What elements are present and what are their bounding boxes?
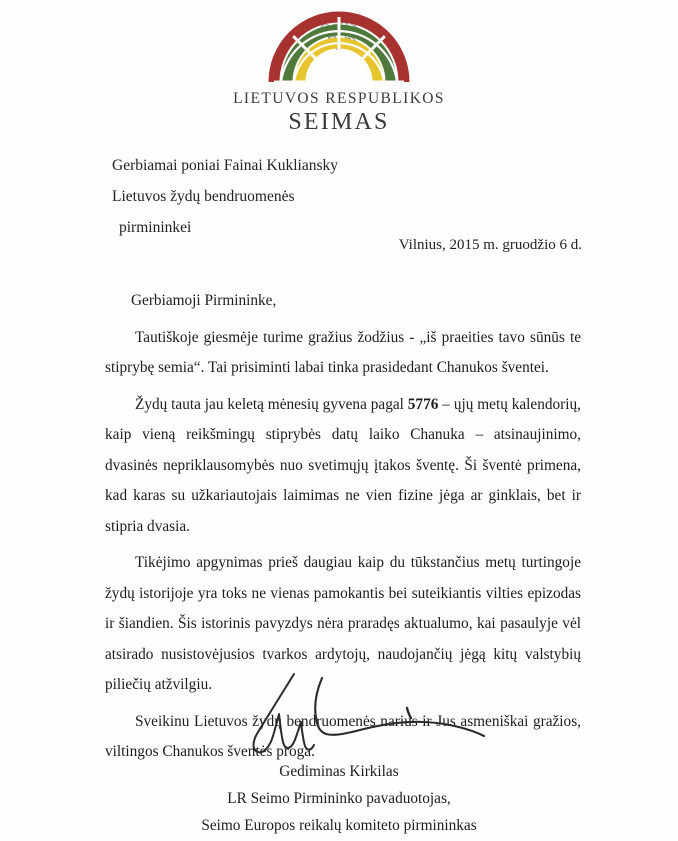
- letterhead-line-seimas: SEIMAS: [288, 109, 390, 135]
- paragraph-2-text-before: Žydų tauta jau keletą mėnesių gyvena pagal: [135, 395, 408, 413]
- paragraph-3-text: Tikėjimo apgynimas prieš daugiau kaip du tūkstančius metų turtingoje žydų istorijoje yra toks ne vienas pamokantis bei suteikiantis vilties epizodas ir šiandien. Šis istorinis pavyzdys nėra praradęs aktualumo, kai pasaulyje vėl atsirado nusistovėjusios tvarkos ardytojų, naudojančių jėgą kitų valstybių piliečių atžvilgiu.: [105, 554, 581, 693]
- address-line-organization: Lietuvos žydų bendruomenės: [112, 188, 295, 205]
- paragraph-1: [105, 323, 581, 384]
- recipient-address-block: [112, 150, 338, 243]
- hebrew-year-emphasis: 5776: [407, 395, 439, 413]
- address-line-role: pirmininkei: [119, 219, 192, 236]
- signatory-name: Gediminas Kirkilas: [279, 763, 399, 780]
- letterhead-line-republic: LIETUVOS RESPUBLIKOS: [233, 90, 445, 107]
- salutation: Gerbiamoji Pirmininke,: [131, 292, 277, 309]
- paragraph-4-text: Sveikinu Lietuvos žydų bendruomenės narius ir Jus asmeniškai gražios, viltingos Chanukos šventės proga.: [105, 712, 581, 760]
- address-line-recipient-name: Gerbiamai poniai Fainai Kukliansky: [112, 157, 338, 174]
- paragraph-1-text: Tautiškoje giesmėje turime gražius žodžius - „iš praeities tavo sūnūs te stiprybę semia“. Tai prisiminti labai tinka prasidedant Chanukos šventei.: [105, 328, 581, 376]
- paragraph-2: [105, 390, 581, 543]
- letter-body: [105, 286, 581, 768]
- dateline: Vilnius, 2015 m. gruodžio 6 d.: [398, 237, 582, 253]
- seimas-logo-svg: [254, 4, 424, 88]
- seimas-logo: [254, 4, 424, 88]
- paragraph-2-text-after: – ųjų metų kalendorių, kaip vieną reikšmingų stiprybės datų laiko Chanuka – atsinaujinimo, dvasinės nepriklausomybės nuo svetimųjų įtakos šventę. Ši šventė primena, kad karas su užkariautojais laimimas ne vien fizine jėga ar ginklais, bet ir stipria dvasia.: [105, 395, 581, 535]
- letterhead: [0, 4, 678, 136]
- signature-block: [0, 758, 678, 839]
- signatory-title-line-2: Seimo Europos reikalų komiteto pirmininkas: [201, 817, 477, 834]
- paragraph-3: [105, 548, 581, 701]
- signatory-title-line-1: LR Seimo Pirmininko pavaduotojas,: [227, 790, 451, 807]
